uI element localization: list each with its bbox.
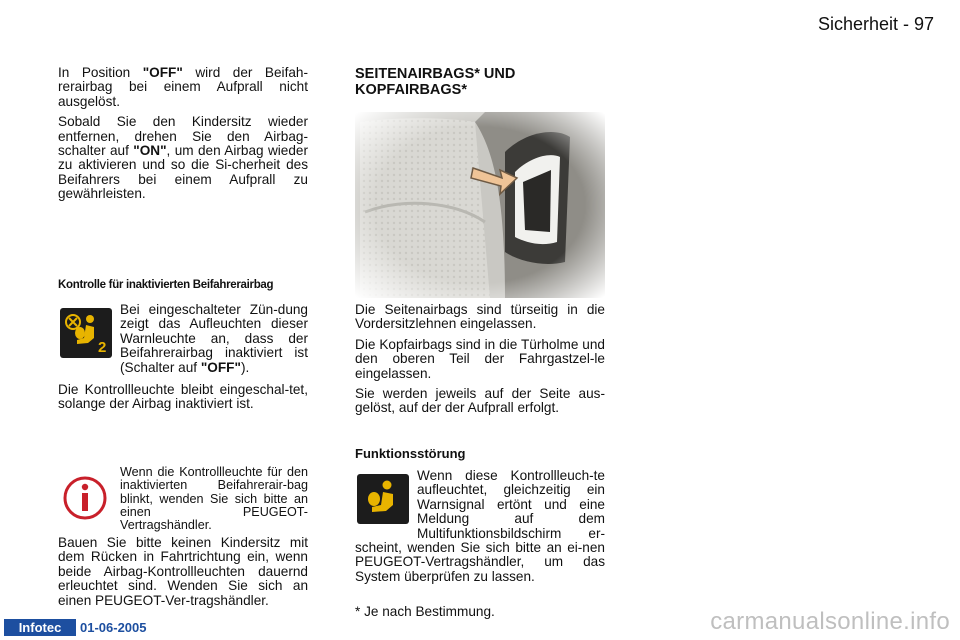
stoerung-heading: Funktionsstörung	[355, 446, 466, 461]
infotec-badge: Infotec	[4, 619, 76, 636]
airbag-off-warning-icon	[60, 308, 112, 363]
kontrolle-text: Bei eingeschalteter Zün-dung zeigt das Aufleuchten dieser Warnleuchte an, dass der Beifahrerairbag inaktiviert ist (Schalter auf "OFF").	[120, 302, 308, 375]
intro-paragraph-2: Sobald Sie den Kindersitz wieder entfernen, drehen Sie den Airbag-schalter auf "ON", um den Airbag wieder zu aktivieren und so die Si-cherheit des Beifahrers bei einem Aufprall zu gewährleisten.	[58, 114, 308, 202]
intro-paragraph-1: In Position "OFF" wird der Beifah-rerairbag bei einem Aufprall nicht ausgelöst.	[58, 65, 308, 109]
kontrolle-text-2: Die Kontrollleuchte bleibt eingeschal-tet, solange der Airbag inaktiviert ist.	[58, 382, 308, 412]
seat-airbag-photo	[355, 112, 605, 298]
info-text: Wenn die Kontrollleuchte für den inaktivierten Beifahrerair-bag blinkt, wenden Sie sich bitte an einen PEUGEOT-Vertragshändler.	[120, 465, 308, 533]
footnote: * Je nach Bestimmung.	[355, 604, 495, 619]
right-text	[355, 303, 605, 422]
right-paragraph-1: Die Seitenairbags sind türseitig in die Vordersitzlehnen eingelassen.	[355, 302, 605, 332]
kontrolle-heading: Kontrolle für inaktivierten Beifahrerairbag	[58, 279, 274, 291]
section-heading: SEITENAIRBAGS* UND KOPFAIRBAGS*	[355, 66, 516, 98]
info-text-2: Bauen Sie bitte keinen Kindersitz mit dem Rücken in Fahrtrichtung ein, wenn beide Airbag-Kontrollleuchten dauernd erleuchtet sind. Wenden Sie sich an einen PEUGEOT-Ver-tragshändler.	[58, 535, 308, 608]
info-icon	[62, 475, 108, 526]
page-header: Sicherheit - 97	[817, 14, 934, 34]
right-paragraph-3: Sie werden jeweils auf der Seite aus-gelöst, auf der der Aufprall erfolgt.	[355, 386, 605, 416]
watermark: carmanualsonline.info	[710, 608, 950, 635]
right-paragraph-2: Die Kopfairbags sind in die Türholme und den oberen Teil der Fahrgastzel-le eingelassen.	[355, 336, 605, 381]
svg-text:2: 2	[98, 339, 107, 356]
footer-date: 01-06-2005	[80, 620, 147, 635]
intro-text	[58, 66, 308, 208]
stoerung-text: Wenn diese Kontrollleuch-te aufleuchtet, gleichzeitig ein Warnsignal ertönt und eine Meldung auf dem Multifunktionsbildschirm er-scheint, wenden Sie sich bitte an ei-nen PEUGEOT-Vertragshändler, um das System überprüfen zu lassen.	[355, 468, 605, 584]
